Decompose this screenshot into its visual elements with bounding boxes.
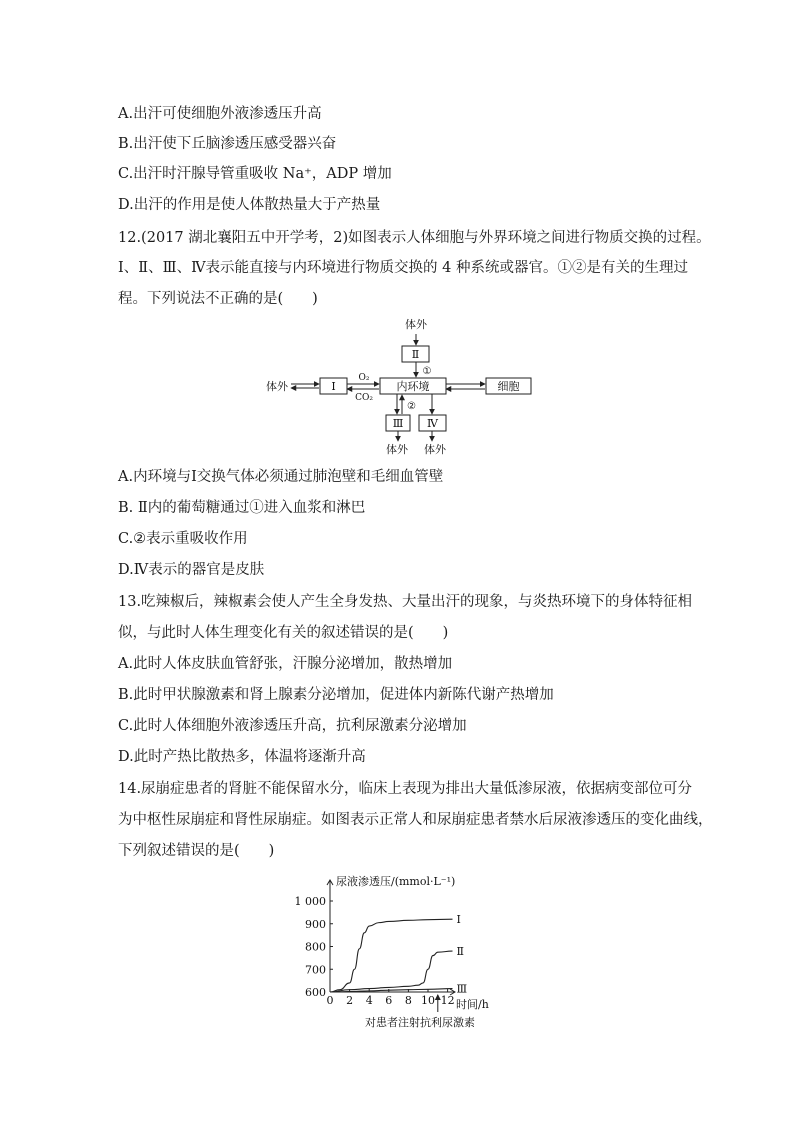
box-iii-label: Ⅲ <box>392 417 404 430</box>
x-tick-label: 4 <box>365 994 373 1007</box>
q12-option-c: C.②表示重吸收作用 <box>118 531 248 547</box>
x-tick-label: 8 <box>404 994 412 1007</box>
injection-annotation: 对患者注射抗利尿激素 <box>365 1016 475 1029</box>
q13-stem-line-1: 13.吃辣椒后，辣椒素会使人产生全身发热、大量出汗的现象，与炎热环境下的身体特征相 <box>118 594 693 610</box>
process-1-label: ① <box>422 366 432 377</box>
q13-option-c: C.此时人体细胞外液渗透压升高，抗利尿激素分泌增加 <box>118 718 467 734</box>
q12-stem-line-2: Ⅰ、Ⅱ、Ⅲ、Ⅳ表示能直接与内环境进行物质交换的 4 种系统或器官。①②是有关的生理过 <box>118 260 688 276</box>
box-iv-label: Ⅳ <box>427 417 438 430</box>
series-label-3: Ⅲ <box>456 982 468 996</box>
outside-bottom-left-label: 体外 <box>386 443 408 456</box>
y-tick-label: 600 <box>305 986 326 999</box>
q13-option-d: D.此时产热比散热多，体温将逐渐升高 <box>118 749 366 765</box>
series-label-1: Ⅰ <box>456 913 461 927</box>
outside-top-label: 体外 <box>405 318 427 331</box>
q11-option-c: C.出汗时汗腺导管重吸收 Na⁺，ADP 增加 <box>118 166 392 182</box>
q14-stem-line-1: 14.尿崩症患者的肾脏不能保留水分，临床上表现为排出大量低渗尿液，依据病变部位可分 <box>118 781 693 797</box>
series-line-3 <box>330 989 453 992</box>
q12-option-a: A.内环境与Ⅰ交换气体必须通过肺泡壁和毛细血管壁 <box>118 469 444 485</box>
cell-label: 细胞 <box>497 380 520 393</box>
q11-option-a: A.出汗可使细胞外液渗透压升高 <box>118 106 322 122</box>
y-tick-label: 700 <box>305 963 326 977</box>
q13-option-a: A.此时人体皮肤血管舒张，汗腺分泌增加，散热增加 <box>118 656 453 672</box>
inner-environment-label: 内环境 <box>396 380 430 393</box>
x-tick-label: 6 <box>385 994 393 1007</box>
exchange-diagram <box>255 314 545 460</box>
q12-stem-line-3: 程。下列说法不正确的是( ) <box>118 291 318 307</box>
x-tick-label: 0 <box>326 994 334 1007</box>
q14-stem-line-3: 下列叙述错误的是( ) <box>118 843 275 859</box>
series-label-2: Ⅱ <box>456 945 464 959</box>
box-ii-label: Ⅱ <box>411 348 420 361</box>
outside-left-label: 体外 <box>266 380 288 393</box>
y-tick-label: 1 000 <box>294 895 326 908</box>
q12-stem-line-1: 12.(2017 湖北襄阳五中开学考，2)如图表示人体细胞与外界环境之间进行物质交换的过程。 <box>118 230 711 246</box>
q11-option-b: B.出汗使下丘脑渗透压感受器兴奋 <box>118 136 337 152</box>
x-tick-label: 2 <box>346 994 354 1007</box>
y-tick-label: 900 <box>305 917 326 931</box>
process-2-label: ② <box>407 401 416 412</box>
q13-stem-line-2: 似，与此时人体生理变化有关的叙述错误的是( ) <box>118 625 449 641</box>
y-axis-label: 尿液渗透压/(mmol·L⁻¹) <box>336 875 456 888</box>
x-axis-label: 时间/h <box>456 998 489 1011</box>
series-line-2 <box>330 951 453 992</box>
q14-stem-line-2: 为中枢性尿崩症和肾性尿崩症。如图表示正常人和尿崩症患者禁水后尿液渗透压的变化曲线， <box>118 812 713 828</box>
y-tick-label: 800 <box>305 940 326 954</box>
q12-option-b: B. Ⅱ内的葡萄糖通过①进入血浆和淋巴 <box>118 500 366 516</box>
x-tick-label: 12 <box>440 994 455 1007</box>
q12-option-d: D.Ⅳ表示的器官是皮肤 <box>118 562 265 578</box>
x-tick-label: 10 <box>421 994 435 1007</box>
urine-osmolality-chart <box>290 866 510 1032</box>
q13-option-b: B.此时甲状腺激素和肾上腺素分泌增加，促进体内新陈代谢产热增加 <box>118 687 554 703</box>
o2-label: O₂ <box>358 373 370 383</box>
box-i-label: Ⅰ <box>331 380 336 393</box>
outside-bottom-right-label: 体外 <box>424 443 446 456</box>
q11-option-d: D.出汗的作用是使人体散热量大于产热量 <box>118 197 381 213</box>
co2-label: CO₂ <box>355 393 373 403</box>
